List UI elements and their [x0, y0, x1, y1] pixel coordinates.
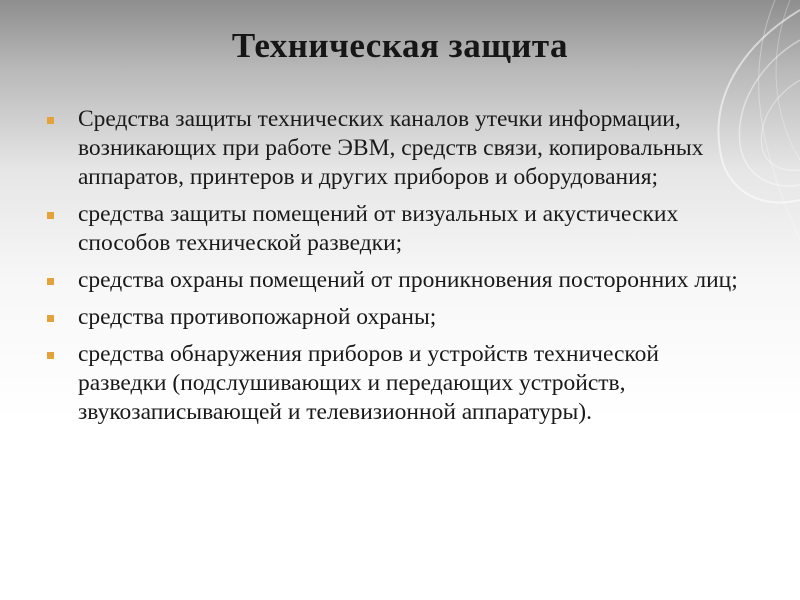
- list-item: [40, 340, 740, 427]
- list-item: [40, 200, 740, 258]
- square-bullet-icon: [47, 278, 54, 285]
- square-bullet-icon: [47, 212, 54, 219]
- list-item: [40, 303, 740, 332]
- list-item-text: средства обнаружения приборов и устройств технической разведки (подслушивающих и передающих устройств, звукозаписывающей и телевизионной аппаратуры).: [78, 341, 659, 425]
- list-item-text: средства противопожарной охраны;: [78, 304, 437, 330]
- square-bullet-icon: [47, 352, 54, 359]
- bullet-list: [40, 105, 740, 435]
- list-item: [40, 105, 740, 192]
- list-item-text: средства защиты помещений от визуальных и акустических способов технической разведки;: [78, 201, 679, 256]
- slide-title: Техническая защита: [231, 26, 569, 65]
- square-bullet-icon: [47, 315, 54, 322]
- list-item-text: средства охраны помещений от проникновения посторонних лиц;: [78, 267, 738, 293]
- list-item-text: Средства защиты технических каналов утечки информации, возникающих при работе ЭВМ, средств связи, копировальных аппаратов, принтеров и других приборов и оборудования;: [78, 106, 704, 190]
- list-item: [40, 266, 740, 295]
- square-bullet-icon: [47, 117, 54, 124]
